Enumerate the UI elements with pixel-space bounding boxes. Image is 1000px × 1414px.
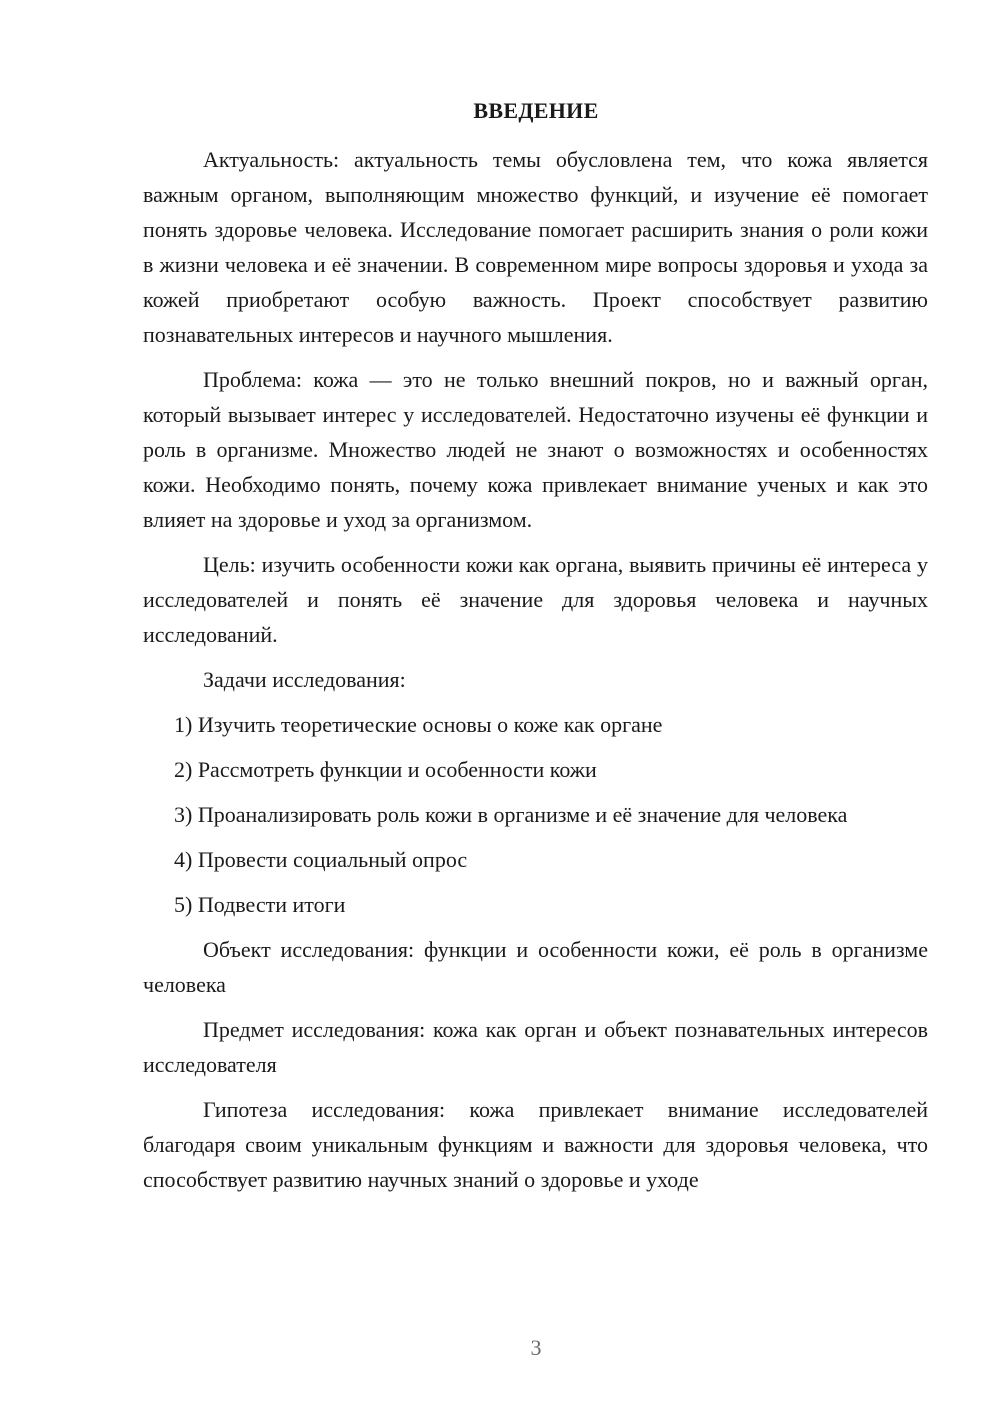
page-title: ВВЕДЕНИЕ [473,98,599,123]
task-item-1: 1) Изучить теоретические основы о коже как органе [174,712,663,737]
object-paragraph: Объект исследования: функции и особенности кожи, её роль в организме человека [143,937,928,997]
goal-paragraph: Цель: изучить особенности кожи как органа, выявить причины её интереса у исследователей и понять её значение для здоровья человека и научных исследований. [143,552,928,647]
hypothesis-paragraph: Гипотеза исследования: кожа привлекает внимание исследователей благодаря своим уникальным функциям и важности для здоровья человека, что способствует развитию научных знаний о здоровье и уходе [143,1097,928,1192]
task-item-5: 5) Подвести итоги [174,892,346,917]
relevance-paragraph: Актуальность: актуальность темы обусловлена тем, что кожа является важным органом, выполняющим множество функций, и изучение её помогает понять здоровье человека. Исследование помогает расширить знания о роли кожи в жизни человека и её значении. В современном мире вопросы здоровья и ухода за кожей приобретают особую важность. Проект способствует развитию познавательных интересов и научного мышления. [143,147,928,347]
task-item-3: 3) Проанализировать роль кожи в организме и её значение для человека [174,802,848,827]
subject-paragraph: Предмет исследования: кожа как орган и объект познавательных интересов исследователя [143,1017,928,1077]
problem-paragraph: Проблема: кожа — это не только внешний покров, но и важный орган, который вызывает интерес у исследователей. Недостаточно изучены её функции и роль в организме. Множество людей не знают о возможностях и особенностях кожи. Необходимо понять, почему кожа привлекает внимание ученых и как это влияет на здоровье и уход за организмом. [143,367,928,532]
tasks-heading: Задачи исследования: [203,667,406,692]
task-item-2: 2) Рассмотреть функции и особенности кожи [174,757,597,782]
page-number: 3 [530,1335,542,1360]
task-item-4: 4) Провести социальный опрос [174,847,468,872]
document-body [143,142,928,1207]
